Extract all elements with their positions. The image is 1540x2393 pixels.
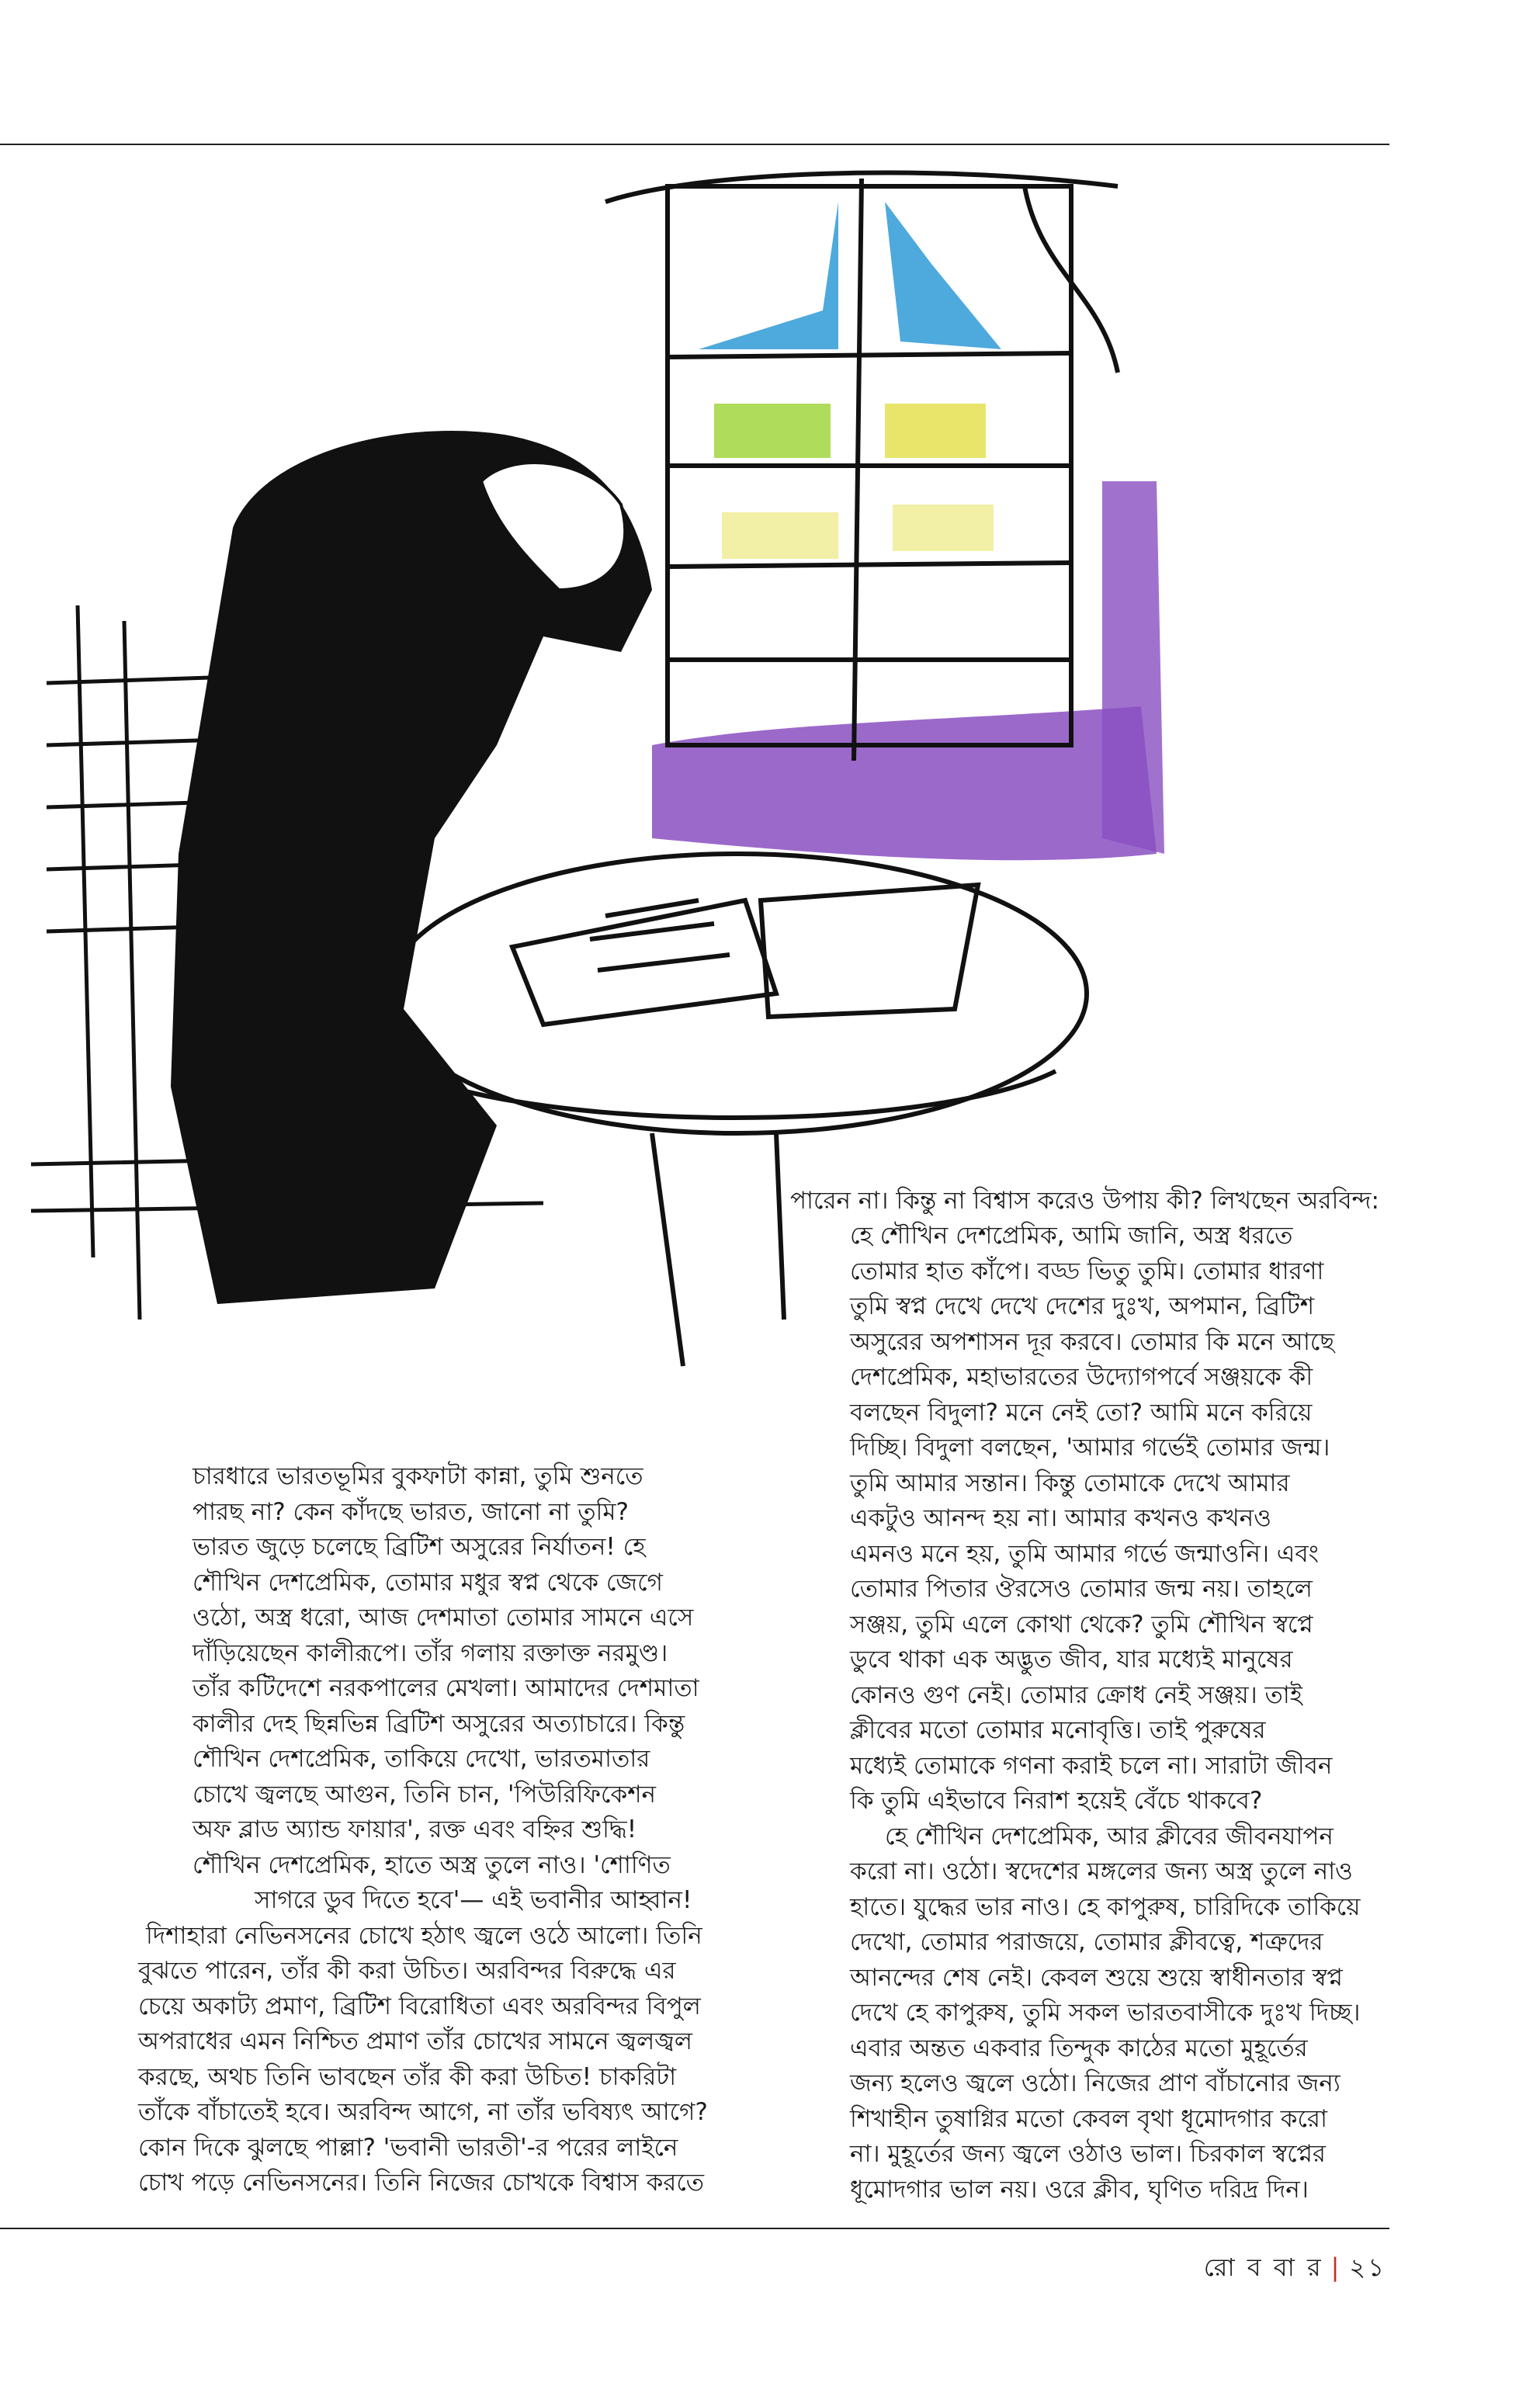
text-line: শৌখিন দেশপ্রেমিক, তাকিয়ে দেখো, ভারতমাতার <box>192 1745 650 1773</box>
text-line: দিচ্ছি। বিদুলা বলছেন, 'আমার গর্ভেই তোমার জন্ম। <box>850 1434 1330 1462</box>
footer-separator: | <box>1330 2253 1342 2282</box>
text-line: এবার অন্তত একবার তিন্দুক কাঠের মতো মুহূর্তের <box>850 2034 1308 2062</box>
text-line: করছে, অথচ তিনি ভাবছেন তাঁর কী করা উচিত! চাকরিটা <box>138 2062 677 2091</box>
top-rule <box>0 144 1389 145</box>
text-line: শৌখিন দেশপ্রেমিক, হাতে অস্ত্র তুলে নাও। 'শোণিত <box>192 1850 671 1879</box>
text-line: তাঁর কটিদেশে নরকপালের মেখলা। আমাদের দেশমাতা <box>192 1674 699 1702</box>
text-line: চোখ পড়ে নেভিনসনের। তিনি নিজের চোখকে বিশ্বাস করতে <box>138 2169 705 2197</box>
text-line: বলছেন বিদুলা? মনে নেই তো? আমি মনে করিয়ে <box>850 1398 1313 1427</box>
text-line: পারছ না? কেন কাঁদছে ভারত, জানো না তুমি? <box>192 1497 629 1526</box>
text-line: কোনও গুণ নেই। তোমার ক্রোধ নেই সঞ্জয়। তাই <box>850 1680 1302 1709</box>
text-line: মধ্যেই তোমাকে গণনা করাই চলে না। সারাটা জীবন <box>850 1751 1333 1780</box>
text-line: কালীর দেহ ছিন্নভিন্ন ব্রিটিশ অসুরের অত্যাচারে। কিন্তু <box>192 1709 685 1738</box>
bottom-rule <box>0 2228 1389 2229</box>
page-footer <box>1204 2248 1386 2290</box>
text-line: ভারত জুড়ে চলেছে ব্রিটিশ অসুরের নির্যাতন! হে <box>192 1533 646 1561</box>
text-line: তুমি স্বপ্ন দেখে দেখে দেশের দুঃখ, অপমান, ব্রিটিশ <box>850 1292 1315 1320</box>
text-line: অপরাধের এমন নিশ্চিত প্রমাণ তাঁর চোখের সামনে জ্বলজ্বল <box>138 2027 693 2055</box>
text-line: দেশপ্রেমিক, মহাভারতের উদ্যোগপর্বে সঞ্জয়কে কী <box>850 1363 1313 1391</box>
article-column-right-lead <box>790 1184 1379 1219</box>
text-line: আনন্দের শেষ নেই। কেবল শুয়ে শুয়ে স্বাধীনতার স্বপ্ন <box>850 1963 1343 1992</box>
text-line: তুমি আমার সন্তান। কিন্তু তোমাকে দেখে আমার <box>850 1469 1290 1497</box>
text-line: দিশাহারা নেভিনসনের চোখে হঠাৎ জ্বলে ওঠে আলো। তিনি <box>146 1921 702 1950</box>
text-line: ডুবে থাকা এক অদ্ভুত জীব, যার মধ্যেই মানুষের <box>850 1646 1293 1673</box>
magazine-name: রো ব বা র <box>1203 2253 1323 2282</box>
text-line: একটুও আনন্দ হয় না। আমার কখনও কখনও <box>850 1504 1271 1532</box>
text-line: সাগরে ডুব দিতে হবে'— এই ভবানীর আহ্বান! <box>255 1886 692 1914</box>
text-line: তোমার পিতার ঔরসেও তোমার জন্ম নয়। তাহলে <box>850 1575 1313 1603</box>
text-line: করো না। ওঠো। স্বদেশের মঙ্গলের জন্য অস্ত্র তুলে নাও <box>850 1857 1353 1885</box>
text-line: দেখো, তোমার পরাজয়ে, তোমার ক্লীবত্বে, শত্রুদের <box>850 1928 1323 1956</box>
text-line: কোন দিকে ঝুলছে পাল্লা? 'ভবানী ভারতী'-র পরের লাইনে <box>138 2133 678 2162</box>
text-line: অসুরের অপশাসন দূর করবে। তোমার কি মনে আছে <box>850 1327 1335 1356</box>
article-column-left <box>138 1459 708 2201</box>
text-line: কি তুমি এইভাবে নিরাশ হয়েই বেঁচে থাকবে? <box>850 1787 1263 1815</box>
text-line: অফ ব্লাড অ্যান্ড ফায়ার', রক্ত এবং বহ্নির শুদ্ধি! <box>192 1816 637 1843</box>
text-line: ওঠো, অস্ত্র ধরো, আজ দেশমাতা তোমার সামনে এসে <box>192 1604 694 1632</box>
text-line: ধূমোদগার ভাল নয়। ওরে ক্লীব, ঘৃণিত দরিদ্র দিন। <box>850 2175 1309 2204</box>
text-line: এমনও মনে হয়, তুমি আমার গর্ভে জন্মাওনি। এবং <box>850 1539 1319 1568</box>
text-line: চোখে জ্বলছে আগুন, তিনি চান, 'পিউরিফিকেশন <box>192 1780 657 1809</box>
text-line: সঞ্জয়, তুমি এলে কোথা থেকে? তুমি শৌখিন স্বপ্নে <box>850 1610 1313 1639</box>
text-line: হে শৌখিন দেশপ্রেমিক, আমি জানি, অস্ত্র ধরতে <box>850 1222 1293 1250</box>
article-column-right <box>850 1219 1360 2207</box>
text-line: হাতে। যুদ্ধের ভার নাও। হে কাপুরুষ, চারিদিকে তাকিয়ে <box>850 1892 1361 1921</box>
text-line: চারধারে ভারতভূমির বুকফাটা কান্না, তুমি শুনতে <box>192 1462 643 1490</box>
text-line: ক্লীবের মতো তোমার মনোবৃত্তি। তাই পুরুষের <box>850 1716 1266 1744</box>
text-line: পারেন না। কিন্তু না বিশ্বাস করেও উপায় কী? লিখছেন অরবিন্দ: <box>790 1187 1379 1215</box>
text-line: তাঁকে বাঁচাতেই হবে। অরবিন্দ আগে, না তাঁর ভবিষ্যৎ আগে? <box>138 2098 708 2126</box>
text-line: বুঝতে পারেন, তাঁর কী করা উচিত। অরবিন্দর বিরুদ্ধে এর <box>138 1957 676 1985</box>
text-line: তোমার হাত কাঁপে। বড্ড ভিতু তুমি। তোমার ধারণা <box>850 1257 1324 1285</box>
text-line: না। মুহূর্তের জন্য জ্বলে ওঠাও ভাল। চিরকাল স্বপ্নের <box>850 2140 1326 2168</box>
text-line: হে শৌখিন দেশপ্রেমিক, আর ক্লীবের জীবনযাপন <box>885 1822 1334 1850</box>
page-number: ২১ <box>1349 2253 1386 2282</box>
text-line: জন্য হলেও জ্বলে ওঠো। নিজের প্রাণ বাঁচানোর জন্য <box>850 2069 1341 2097</box>
text-line: দাঁড়িয়েছেন কালীরূপে। তাঁর গলায় রক্তাক্ত নরমুণ্ড। <box>192 1639 668 1667</box>
text-line: দেখে হে কাপুরুষ, তুমি সকল ভারতবাসীকে দুঃখ দিচ্ছ। <box>850 1999 1361 2027</box>
text-line: শিখাহীন তুষাগ্নির মতো কেবল বৃথা ধূমোদগার করো <box>850 2104 1327 2133</box>
text-line: শৌখিন দেশপ্রেমিক, তোমার মধুর স্বপ্ন থেকে জেগে <box>192 1568 663 1597</box>
text-line: চেয়ে অকাট্য প্রমাণ, ব্রিটিশ বিরোধিতা এবং অরবিন্দর বিপুল <box>138 1992 701 2020</box>
